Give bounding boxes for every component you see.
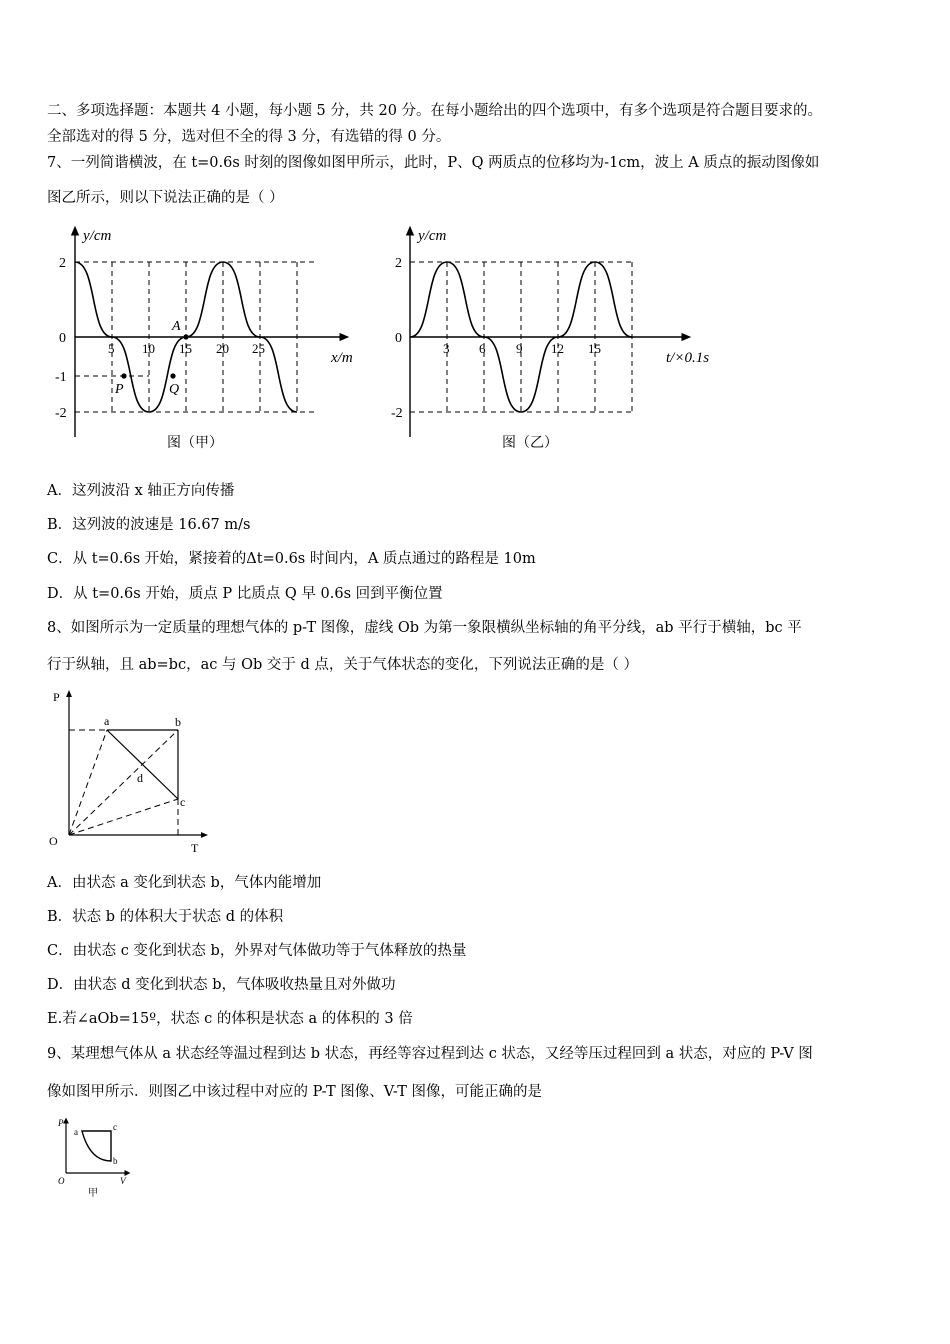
label-c: c [180,795,186,809]
q8-stem-line2: 行于纵轴，且 ab=bc，ac 与 Ob 交于 d 点，关于气体状态的变化，下列说法正确的是（ ） [47,657,638,673]
caption-jia: 图（甲） [167,436,223,451]
cycle-path [82,1131,111,1161]
q9-pv-figure [52,1116,142,1204]
q7-stem-line2: 图乙所示，则以下说法正确的是（ ） [47,190,284,206]
xtick-12: 12 [551,341,564,356]
q7-stem-line1: 7、一列简谐横波，在 t=0.6s 时刻的图像如图甲所示，此时，P、Q 两质点的位移均为-1cm，波上 A 质点的振动图像如 [47,155,820,171]
xtick-25: 25 [252,341,265,356]
point-a [183,334,188,339]
section-instructions-line1: 二、多项选择题：本题共 4 小题，每小题 5 分，共 20 分。在每小题给出的四个选项中，有多个选项是符合题目要求的。 [47,103,823,119]
q8-option-d: D．由状态 d 变化到状态 b，气体吸收热量且对外做功 [47,977,396,993]
xtick-15: 15 [588,341,601,356]
q8-stem-line1: 8、如图所示为一定质量的理想气体的 p-T 图像，虚线 Ob 为第一象限横纵坐标轴的角平分线，ab 平行于横轴，bc 平 [47,620,802,636]
xtick-10: 10 [142,341,155,356]
caption-yi: 图（乙） [502,436,558,451]
label-p: P [53,690,60,704]
y-axis-label: y/cm [418,228,447,244]
label-d: d [137,771,143,785]
label-c: c [113,1122,117,1132]
xtick-9: 9 [516,341,523,356]
label-q: Q [169,382,180,397]
q9-stem-line1: 9、某理想气体从 a 状态经等温过程到达 b 状态，再经等容过程到达 c 状态，又经等压过程回到 a 状态，对应的 P-V 图 [47,1046,813,1062]
ytick-2: 2 [59,256,66,271]
q7-option-c: C．从 t=0.6s 开始，紧接着的Δt=0.6s 时间内，A 质点通过的路程是 10m [47,551,536,567]
process-lines [107,730,178,799]
ytick-neg2: -2 [55,406,67,421]
x-axis-label: x/m [331,350,353,366]
label-a: A [172,319,181,334]
q8-option-c: C．由状态 c 变化到状态 b，外界对气体做功等于气体释放的热量 [47,943,467,959]
q8-option-a: A．由状态 a 变化到状态 b，气体内能增加 [47,875,322,891]
q7-option-b: B．这列波的波速是 16.67 m/s [47,517,251,533]
label-b: b [175,715,181,729]
point-q [170,373,175,378]
xtick-5: 5 [108,341,115,356]
q9-stem-line2: 像如图甲所示．则图乙中该过程中对应的 P-T 图像、V-T 图像，可能正确的是 [47,1084,543,1100]
xtick-3: 3 [443,341,450,356]
label-a: a [104,714,110,728]
q8-option-b: B．状态 b 的体积大于状态 d 的体积 [47,909,284,925]
label-p: P [58,1118,64,1128]
section-instructions-line2: 全部选对的得 5 分，选对但不全的得 3 分，有选错的得 0 分。 [47,129,451,145]
point-p [121,373,126,378]
q8-option-e: E.若∠aOb=15º，状态 c 的体积是状态 a 的体积的 3 倍 [47,1011,413,1027]
q7-option-d: D．从 t=0.6s 开始，质点 P 比质点 Q 早 0.6s 回到平衡位置 [47,586,443,602]
label-o: O [49,834,58,848]
label-t: T [191,841,199,855]
ytick-neg2: -2 [391,406,403,421]
label-o: O [58,1176,65,1186]
xtick-6: 6 [479,341,486,356]
ytick-2: 2 [395,256,402,271]
xtick-20: 20 [216,341,229,356]
label-p: P [115,382,124,397]
label-a: a [74,1127,78,1137]
ytick-0: 0 [59,331,66,346]
q8-pt-figure [45,685,220,857]
ytick-0: 0 [395,331,402,346]
ytick-neg1: -1 [55,370,67,385]
q7-figure-yi [382,222,727,462]
q7-figure-jia [45,222,375,462]
q7-option-a: A．这列波沿 x 轴正方向传播 [47,483,235,499]
caption-jia: 甲 [88,1188,98,1199]
y-axis-label: y/cm [83,228,112,244]
label-b: b [113,1156,118,1166]
xtick-15: 15 [179,341,192,356]
label-v: V [120,1176,126,1186]
x-axis-label: t/×0.1s [666,350,710,366]
